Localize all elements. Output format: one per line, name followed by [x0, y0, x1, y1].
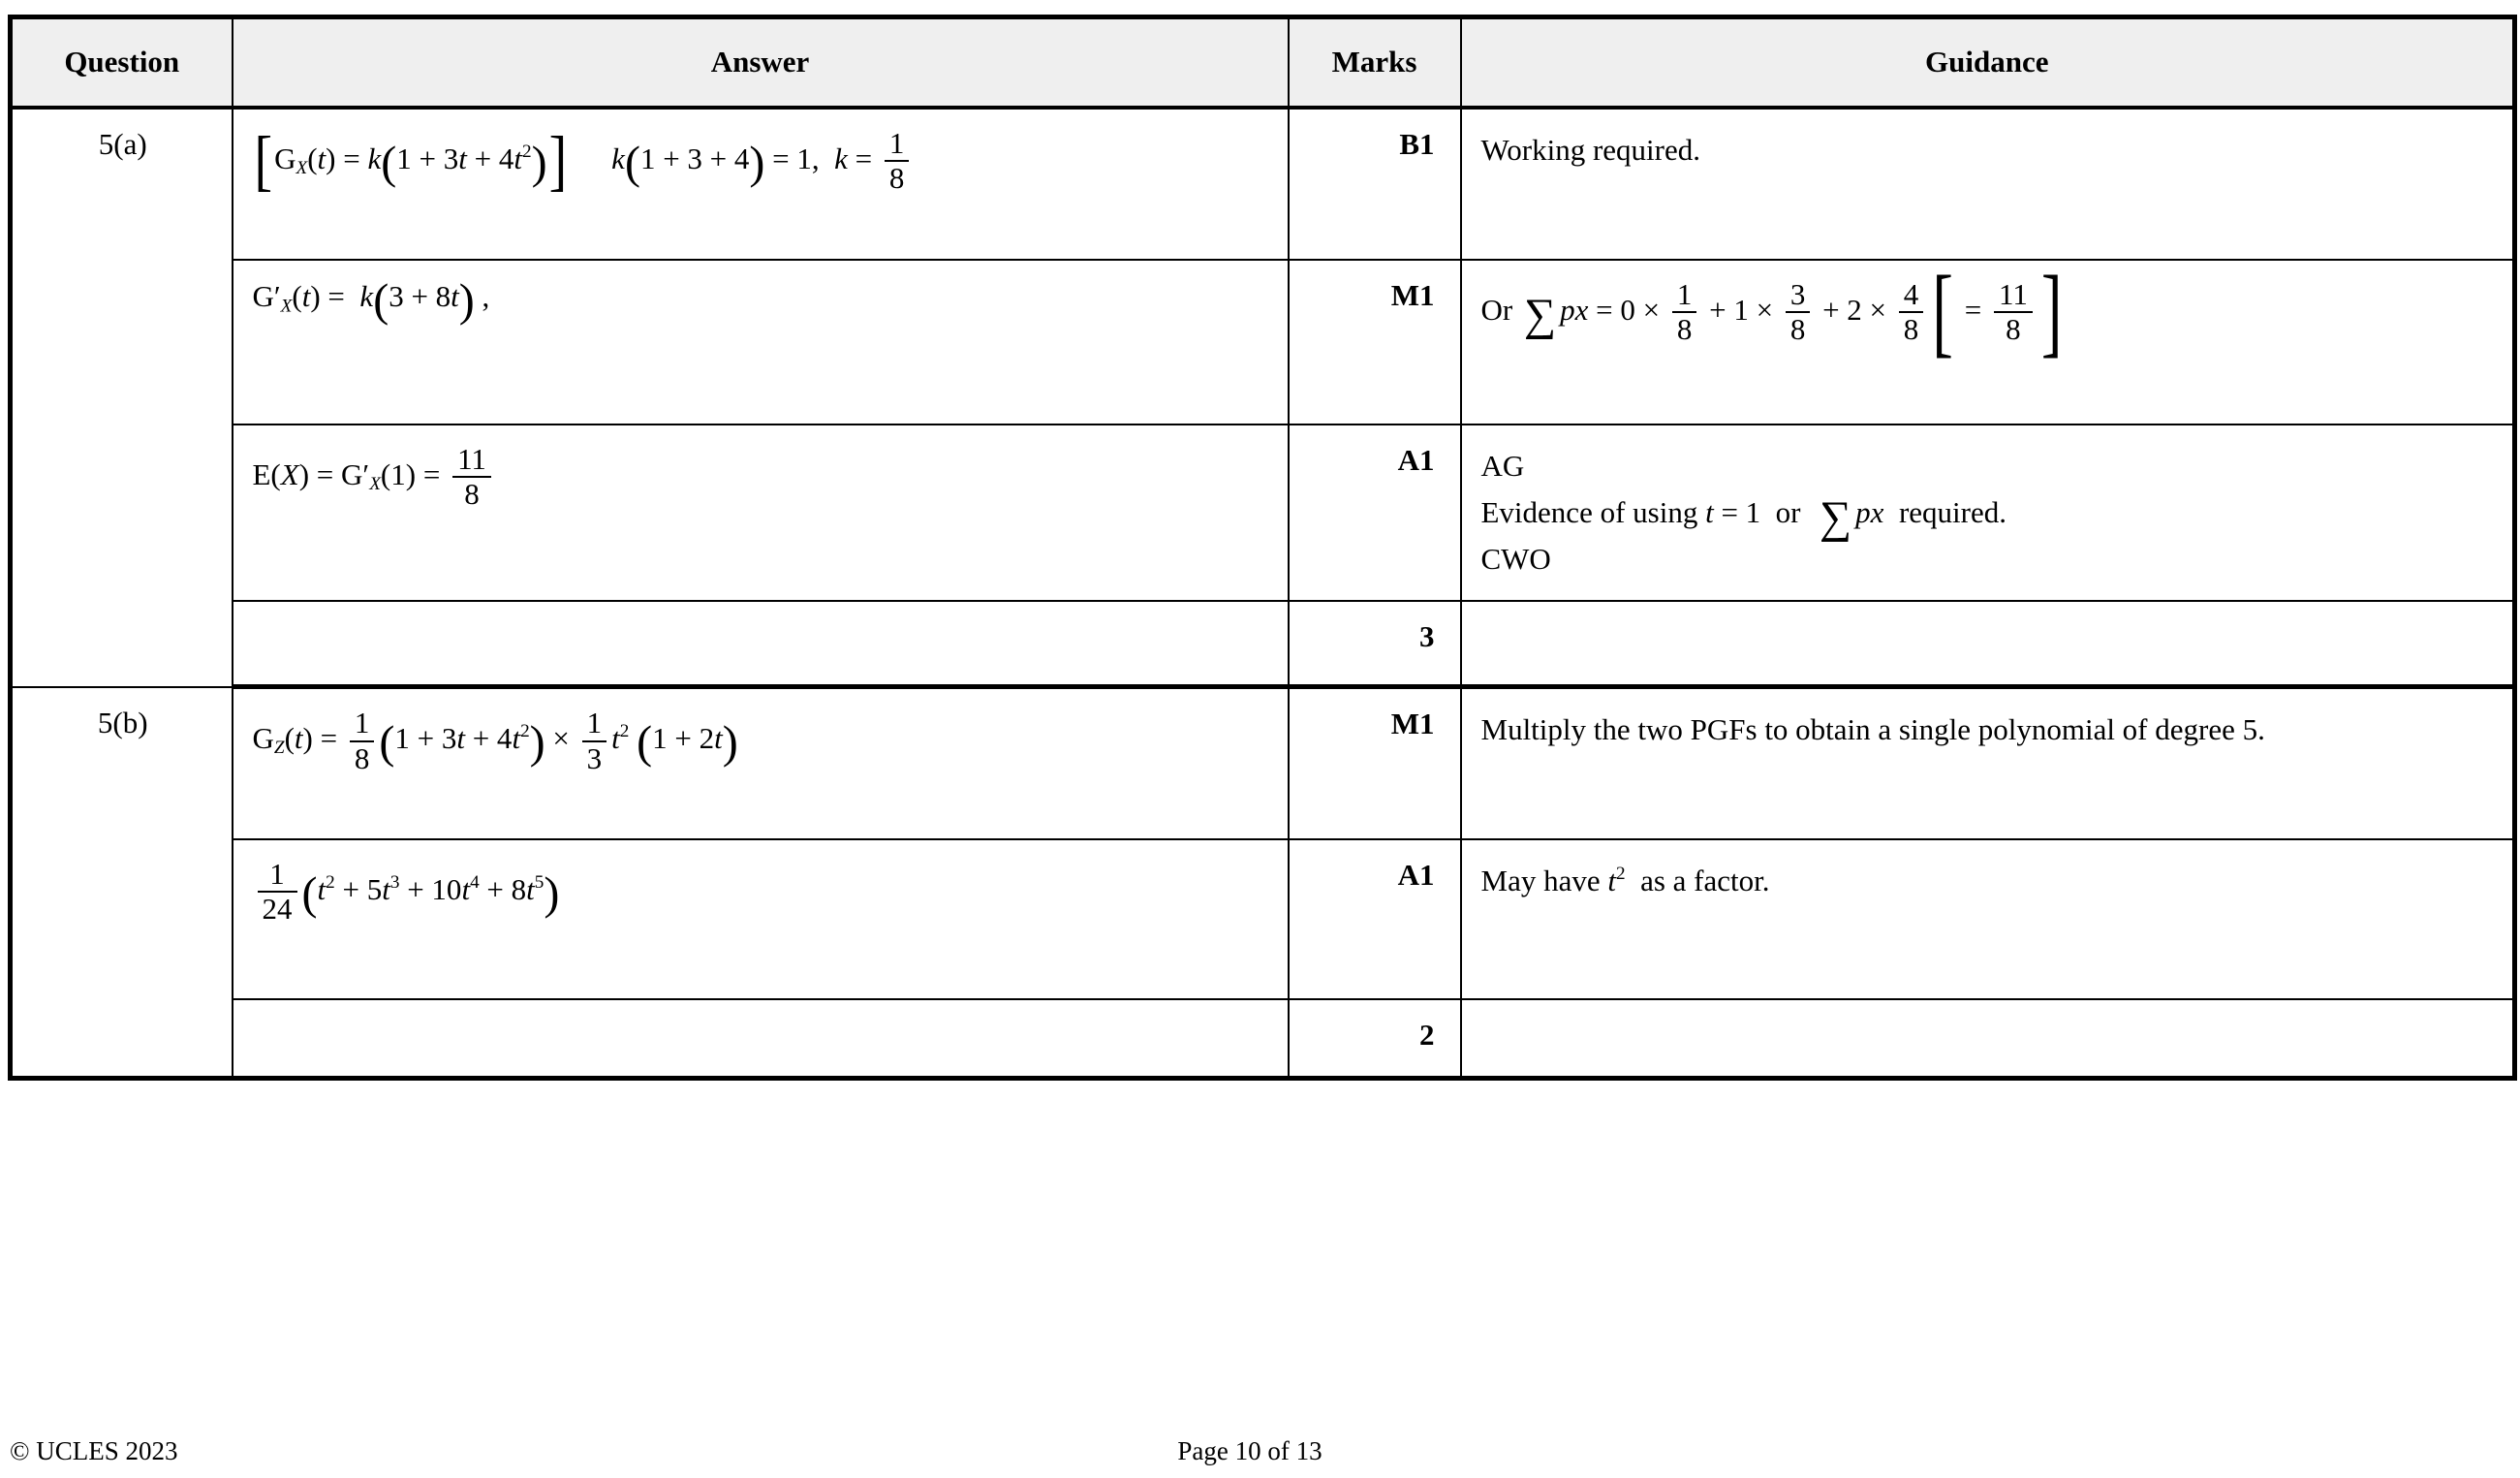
copyright-text: © UCLES 2023	[10, 1436, 178, 1465]
total-marks-5b: 2	[1289, 999, 1461, 1079]
empty-guidance-cell-5b-total	[1461, 999, 2515, 1079]
guidance-cell-5b-a1: May have $t^2$ as a factor.	[1461, 839, 2515, 999]
table-header-row	[11, 17, 2515, 108]
total-row-5a	[11, 601, 2515, 687]
empty-answer-cell-5b-total	[233, 999, 1289, 1079]
guidance-line-cwo: CWO	[1480, 541, 1551, 576]
empty-guidance-cell-5a-total	[1461, 601, 2515, 687]
table-row	[11, 687, 2515, 839]
column-header-answer: Answer	[233, 17, 1289, 108]
total-marks-5a: 3	[1289, 601, 1461, 687]
mark-cell-5a-a1: A1	[1289, 425, 1461, 601]
table-row	[11, 260, 2515, 425]
question-label-5a: 5(a)	[11, 108, 233, 687]
page-number: Page 10 of 13	[1177, 1436, 1322, 1465]
total-row-5b	[11, 999, 2515, 1079]
table-row	[11, 108, 2515, 260]
mark-cell-5a-m1: M1	[1289, 260, 1461, 425]
column-header-guidance: Guidance	[1461, 17, 2515, 108]
mark-cell-5b-m1: M1	[1289, 687, 1461, 839]
guidance-cell-5b-m1: Multiply the two PGFs to obtain a single polynomial of degree 5.	[1461, 687, 2515, 839]
answer-cell-5a-b1: $[G_X(t) = k(1 + 3t + 4t^2)] k(1 + 3 + 4) = 1$, k = $\frac{1}{8}$	[233, 108, 1289, 260]
answer-cell-5b-m1: $G_Z(t)$ = $\frac{1}{8}$ $(1 + 3t + 4t^2)$ × $\frac{1}{3}$ $t^2$ (1 + 2t)	[233, 687, 1289, 839]
mark-cell-5a-b1: B1	[1289, 108, 1461, 260]
guidance-cell-5a-m1: Or ∑ px = 0 × $\frac{1}{8}$ + 1 × $\frac{3}{8}$ + 2 × $\frac{4}{8}$ [ = $\frac{11}{8}$ ]	[1461, 260, 2515, 425]
column-header-marks: Marks	[1289, 17, 1461, 108]
column-header-question: Question	[11, 17, 233, 108]
guidance-line-evidence: Evidence of using t = 1 or ∑ px required.	[1480, 492, 2007, 543]
guidance-cell-5a-b1: Working required.	[1461, 108, 2515, 260]
question-label-5b: 5(b)	[11, 687, 233, 1079]
guidance-cell-5a-a1	[1461, 425, 2515, 601]
empty-answer-cell-5a-total	[233, 601, 1289, 687]
table-row	[11, 839, 2515, 999]
mark-scheme-table	[8, 15, 2517, 1081]
answer-cell-5a-a1: $E(X) = G'_X(1)$ = $\frac{11}{8}$	[233, 425, 1289, 601]
guidance-line-ag: AG	[1480, 448, 1525, 483]
answer-cell-5a-m1: $G'_X(t) = k(3 + 8t)$ ,	[233, 260, 1289, 425]
table-row	[11, 425, 2515, 601]
mark-cell-5b-a1: A1	[1289, 839, 1461, 999]
answer-cell-5b-a1: $\frac{1}{24}$ $(t^2 + 5t^3 + 10t^4 + 8t^5)$	[233, 839, 1289, 999]
